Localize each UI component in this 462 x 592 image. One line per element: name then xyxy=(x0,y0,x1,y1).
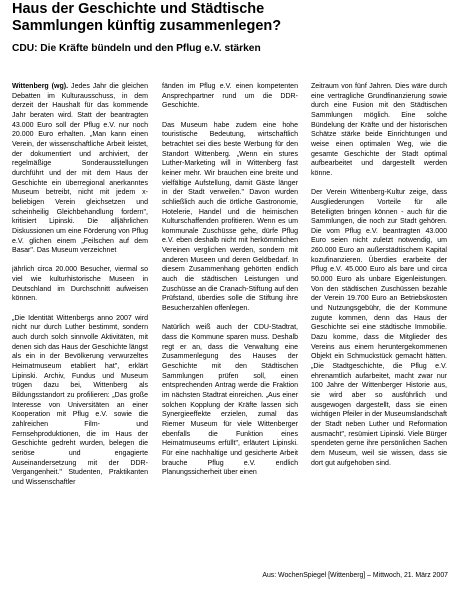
headline-line-1: Haus der Geschichte und Städtische xyxy=(12,1,265,17)
paragraph: Natürlich weiß auch der CDU-Stadtrat, dass die Kommune sparen muss. Deshalb regt er an, dass die Verwaltung eine Zusammenlegung des Hauses der Geschichte mit den Städtischen Sammlungen prüfen soll, einen entsprechenden Antrag werde die Fraktion im nächsten Stadtrat einreichen. „Aus einer solchen Kopplung der Kräfte lassen sich Synergieeffekte erzielen, zumal das Riemer Museum für viele Wittenberger ebenfalls die Funktion eines Heimatmuseums erfüllt", erläutert Lipinski. Für eine nachhaltige und gesicherte Arbeit brauche Pflug e.V. endlich Planungssicherheit über einen xyxy=(162,324,298,477)
headline-line-2: Sammlungen künftig zusammenlegen? xyxy=(12,18,282,34)
paragraph: Das Museum habe zudem eine hohe touristische Bedeutung, wirtschaftlich betrachtet sei dies beste Werbung für den Standort Wittenberg. „Wenn ein stures Luther-Marketing will in Wittenberg fast keiner mehr. Wir brauchen eine breite und vielfältige Aufstellung, damit Gäste länger in der Stadt verweilen." Davon wurden schließlich auch die örtliche Gastronomie, Hotelerie, Handel und die heimischen Kulturschaffenden profitieren. Wenn es um kommunale Zuschüsse gehe, dürfe Pflug e.V. eben deshalb nicht mit herkömmlichen Vereinen verglichen werden, sondern mit anderen Museen und deren Geldbedarf. In diesem Zusammenhang gehörten endlich auch die städtischen Leistungen und Zuschüsse an die Cranach-Stiftung auf den Prüfstand, überdies solle die Stiftung ihre Besucherzahlen offenlegen. xyxy=(162,121,298,313)
article-column-1 xyxy=(12,82,148,567)
paragraph: Der Verein Wittenberg-Kultur zeige, dass Ausgliederungen Vorteile für alle Beteiligten bringen können - auch für die Sammlungen, die noch zur Stadt gehören. Die vom Pflug e.V. beantragten 43.000 Euro seien nicht zuletzt notwendig, um 260.000 Euro an außerstädtischem Kapital kozufinanzieren. Überdies erarbeite der Pflug e.V. 45.000 Euro als bare und circa 50.000 Euro als unbare Eigenleistungen. Von den städtischen Zuschüssen bezahle der Verein 19.700 Euro an Betriebskosten und Nutzungsgebühr, die der Kommune zugute kommen, denn das Haus der Geschichte sei eine städtische Immobilie. Dazu komme, dass die Mitglieder des Vereins aus einem heruntergekommenen Objekt ein Schmuckstück gemacht hätten. „Die Stadtgeschichte, die Pflug e.V. ehrenamtlich aufarbeitet, macht zwar nur 100 Jahre der Wittenberger Historie aus, sie wird aber so ausführlich und ausgewogen dargestellt, dass sie einen wichtigen Pfeiler in der Museumslandschaft der Stadt neben Luther und Reformation ausmacht", resümiert Lipinski. Viele Bürger spendeten gerne ihre persönlichen Sachen dem Museum, weil sie wissen, dass sie dort gut aufgehoben sind. xyxy=(311,189,447,467)
paragraph xyxy=(12,82,148,256)
paragraph: fänden im Pflug e.V. einen kompetenten Ansprechpartner rund um die DDR-Geschichte. xyxy=(162,83,298,110)
paragraph: jährlich circa 20.000 Besucher, viermal so viel wie kulturhistorische Museen in Deutschland im Durchschnitt aufweisen können. xyxy=(12,266,148,303)
paragraph-text: Jedes Jahr die gleichen Debatten im Kulturausschuss, in dem derzeit der Haushalt für das kommende Jahr beraten wird. Statt der beantragten 43.000 Euro soll der Pflug e.V. nur noch 20.000 Euro erhalten. „Man kann einen Verein, der wissenschaftliche Arbeit leistet, der dokumentiert und archiviert, der regelmäßige Sonderausstellungen durchführt und der mit dem Haus der Geschichte ein überregional anerkanntes Museum betreibt, nicht mit jedem x-beliebigen Verein gleichsetzen und scheinheilig Gleichbehandlung fordern", kritisiert Lipinski. Die alljährlichen Diskussionen um eine Förderung von Pflug e.V. glichen einem „Feilschen auf dem Basar". Das Museum verzeichnet xyxy=(12,83,148,255)
article-column-2 xyxy=(162,82,298,567)
paragraph: Zeitraum von fünf Jahren. Dies wäre durch eine vertragliche Grundfinanzierung sowie durch eine Fusion mit den Städtischen Sammlungen möglich. Eine solche Bündelung der Kräfte und der historischen Schätze stärke beide Einrichtungen und weise einen optimalen Weg, wie die gesamte Geschichte der Stadt optimal aufbearbeitet und dargestellt werden könne. xyxy=(311,83,447,177)
source-credit: Aus: WochenSpiegel [Wittenberg] – Mittwoch, 21. März 2007 xyxy=(262,572,448,579)
article-headline xyxy=(12,1,452,35)
paragraph: „Die Identität Wittenbergs anno 2007 wird nicht nur durch Luther bestimmt, sondern auch durch solch sinnvolle Aktivitäten, mit denen sich das Haus der Geschichte längst als ein in der Bevölkerung verwurzeltes Heimatmuseum etabliert hat", erklärt Lipinski. Archiv, Fundus und Museum trügen dazu bei, Wittenberg als Bildungsstandort zu profilieren: „Das große Interesse von Universitäten an einer Kooperation mit Pflug e.V. sowie die zahlreichen Film- und Fernsehproduktionen, die im Haus der Geschichte gedreht wurden, belegen die seriöse und engagierte Auseinandersetzung mit der DDR-Vergangenheit." Studenten, Praktikanten und Wissenschaftler xyxy=(12,314,148,486)
article-column-3 xyxy=(311,82,447,567)
article-subheadline: CDU: Die Kräfte bündeln und den Pflug e.V. stärken xyxy=(12,43,261,54)
dateline: Wittenberg (wg). xyxy=(12,83,69,90)
